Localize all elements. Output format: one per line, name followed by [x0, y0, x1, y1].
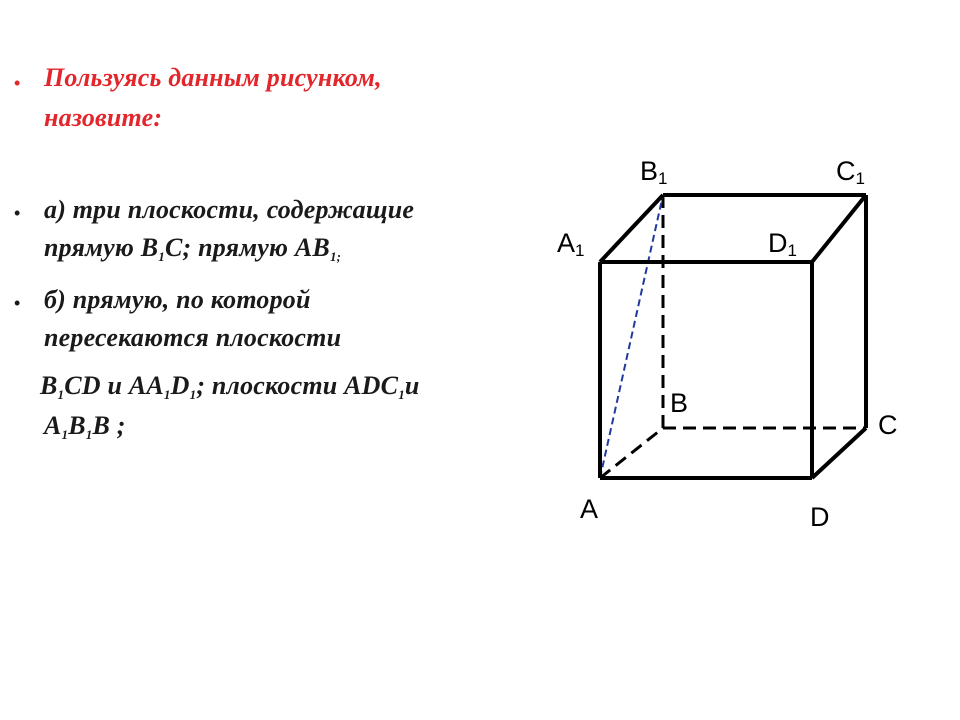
- vertex-label-a1: A1: [557, 228, 585, 260]
- item-b-line-2: [44, 318, 341, 358]
- item-b-line-1: [44, 280, 311, 320]
- subscript: 1: [85, 427, 93, 442]
- item-b-line-2-text: пересекаются плоскости: [44, 323, 342, 352]
- item-a-line-1-text: а) три плоскости, содержащие: [44, 195, 415, 224]
- item-b-l4-part: B: [68, 411, 86, 440]
- vertex-label-b: B: [670, 388, 689, 418]
- item-b-l3-part: ; плоскости ADC: [196, 371, 399, 400]
- edge-a1-b1: [600, 195, 663, 262]
- cube-diagram: [540, 140, 940, 560]
- vertex-label-d: D: [810, 502, 830, 532]
- subscript: 1: [57, 387, 65, 402]
- subscript: 1: [398, 387, 405, 402]
- subscript: 1: [158, 249, 165, 264]
- item-b-l3-part: D: [170, 371, 190, 400]
- item-a-line-1: [44, 190, 414, 230]
- edge-ab-hidden: [600, 428, 663, 478]
- edge-c1-d1: [812, 195, 866, 262]
- item-b-line-3: [40, 366, 420, 410]
- subscript: 1: [163, 387, 171, 402]
- heading-line-2: [44, 98, 162, 138]
- vertex-label-b1: B1: [640, 156, 668, 188]
- subscript: 1;: [329, 249, 342, 264]
- item-a-text-prefix: прямую B: [44, 233, 159, 262]
- item-b-line-1-text: б) прямую, по которой: [44, 285, 311, 314]
- item-b-l4-part: B ;: [92, 411, 126, 440]
- bullet-item-a: •: [14, 203, 21, 223]
- heading-line-1-text: Пользуясь данным рисунком,: [44, 63, 382, 92]
- subscript: 1: [189, 387, 197, 402]
- item-b-l4-part: A: [44, 411, 62, 440]
- item-b-l3-part: CD и AA: [64, 371, 164, 400]
- vertex-label-c: C: [878, 410, 898, 440]
- item-b-l3-part: B: [40, 371, 58, 400]
- item-a-line-2: [44, 228, 341, 272]
- vertex-label-d1: D1: [768, 228, 797, 260]
- heading-line-1: [44, 58, 382, 98]
- bullet-item-b: •: [14, 293, 21, 313]
- heading-line-2-text: назовите:: [44, 103, 163, 132]
- bullet-heading: •: [14, 73, 21, 93]
- edge-d-c: [812, 428, 866, 478]
- item-a-text-mid: C; прямую AB: [165, 233, 330, 262]
- vertex-label-c1: C1: [836, 156, 865, 188]
- subscript: 1: [61, 427, 69, 442]
- item-b-line-4: [44, 406, 126, 450]
- vertex-label-a: A: [580, 494, 599, 524]
- item-b-l3-part: и: [404, 371, 420, 400]
